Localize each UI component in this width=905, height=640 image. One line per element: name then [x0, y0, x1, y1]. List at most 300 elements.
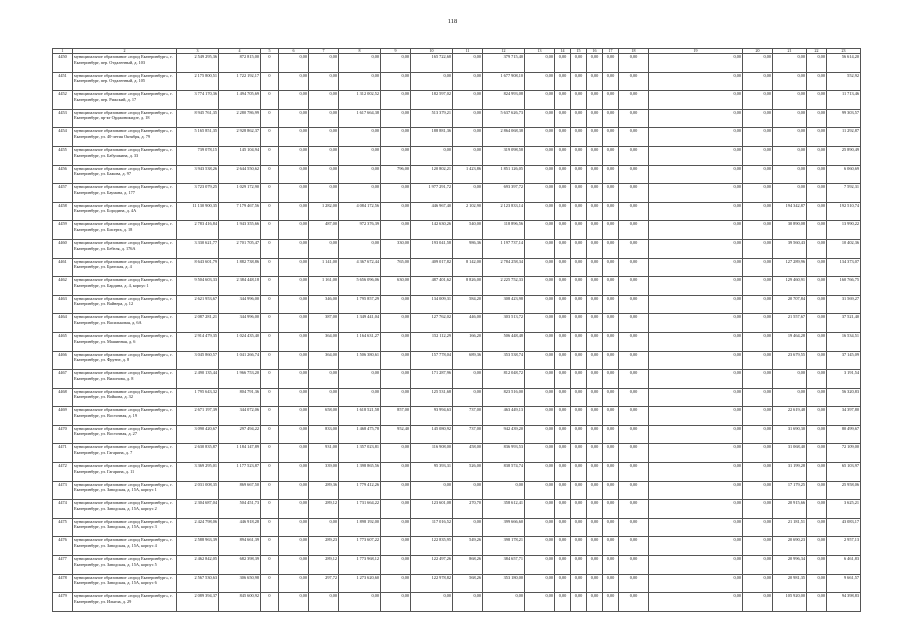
value-cell: 398 178,21: [483, 537, 525, 556]
value-cell: 0,00: [773, 370, 807, 389]
address-cell: муниципальное образование «город Екатеринбург», г. Екатеринбург, ул. Бардина, д. 4, корпус 1: [73, 277, 177, 296]
value-cell: 0,00: [743, 370, 773, 389]
value-cell: 13 990,22: [827, 221, 861, 240]
value-cell: 0,00: [619, 72, 649, 91]
row-number-cell: 4453: [53, 109, 73, 128]
value-cell: 0,00: [743, 351, 773, 370]
value-cell: 0,00: [571, 128, 587, 147]
value-cell: 2 671 197,39: [177, 407, 219, 426]
value-cell: 127 289,96: [773, 258, 807, 277]
address-cell: муниципальное образование «город Екатеринбург», г. Екатеринбург, ул. Войкова, д. 32: [73, 388, 177, 407]
table-row: [53, 593, 861, 612]
column-number-cell: 22: [807, 49, 827, 54]
value-cell: 0,00: [807, 184, 827, 203]
row-number-cell: 4477: [53, 556, 73, 575]
value-cell: 0,00: [603, 109, 619, 128]
value-cell: 0: [261, 537, 279, 556]
value-cell: 0,00: [807, 518, 827, 537]
value-cell: 1 468 475,78: [339, 425, 381, 444]
table-row: [53, 277, 861, 296]
value-cell: 0,00: [279, 556, 309, 575]
value-cell: 122 978,82: [411, 574, 453, 593]
value-cell: 0,00: [603, 295, 619, 314]
value-cell: 0,00: [555, 500, 571, 519]
value-cell: 0,00: [619, 351, 649, 370]
value-cell: 446 918,28: [219, 518, 261, 537]
value-cell: 3 943 538,26: [177, 165, 219, 184]
value-cell: 0,00: [603, 556, 619, 575]
value-cell: 0,00: [603, 593, 619, 612]
value-cell: 56 320,83: [827, 388, 861, 407]
value-cell: 2 588 963,39: [177, 537, 219, 556]
value-cell: 0,00: [381, 444, 411, 463]
row-number-cell: 4475: [53, 518, 73, 537]
table-row: [53, 128, 861, 147]
row-number-cell: 4456: [53, 165, 73, 184]
table-row: [53, 54, 861, 73]
value-cell: 942 439,20: [483, 425, 525, 444]
value-cell: 0,00: [525, 165, 555, 184]
column-number-cell: 20: [743, 49, 773, 54]
value-cell: 0,00: [381, 332, 411, 351]
value-cell: 0,00: [807, 574, 827, 593]
column-number-cell: 7: [309, 49, 339, 54]
value-cell: 0,00: [619, 518, 649, 537]
data-table-container: [52, 48, 860, 612]
value-cell: 31 068,40: [773, 444, 807, 463]
value-cell: 0,00: [619, 128, 649, 147]
value-cell: 0,00: [453, 91, 483, 110]
value-cell: 504 451,73: [219, 500, 261, 519]
value-cell: 0,00: [381, 109, 411, 128]
value-cell: 0,00: [649, 444, 743, 463]
value-cell: 0,00: [381, 388, 411, 407]
value-cell: 0,00: [309, 165, 339, 184]
value-cell: 122 835,95: [411, 537, 453, 556]
value-cell: 0,00: [603, 351, 619, 370]
value-cell: 0,00: [279, 295, 309, 314]
value-cell: 0,00: [555, 72, 571, 91]
value-cell: 0,00: [619, 574, 649, 593]
value-cell: 0,00: [743, 481, 773, 500]
value-cell: 0,00: [743, 388, 773, 407]
value-cell: 2 490 135,44: [177, 370, 219, 389]
value-cell: 0,00: [571, 332, 587, 351]
value-cell: 0,00: [807, 388, 827, 407]
value-cell: 330,00: [381, 239, 411, 258]
table-row: [53, 258, 861, 277]
value-cell: 0,00: [453, 54, 483, 73]
value-cell: 0,00: [807, 109, 827, 128]
value-cell: 0,00: [381, 128, 411, 147]
value-cell: 0,00: [587, 593, 603, 612]
value-cell: 0: [261, 146, 279, 165]
value-cell: 0,00: [649, 518, 743, 537]
value-cell: 872 815,00: [219, 54, 261, 73]
value-cell: 0,00: [279, 109, 309, 128]
value-cell: 0,00: [587, 258, 603, 277]
value-cell: 0,00: [603, 407, 619, 426]
value-cell: 0,00: [555, 202, 571, 221]
value-cell: 0,00: [619, 165, 649, 184]
value-cell: 857,00: [381, 407, 411, 426]
table-row: [53, 407, 861, 426]
value-cell: 0,00: [743, 146, 773, 165]
value-cell: 0,00: [807, 165, 827, 184]
table-row: [53, 574, 861, 593]
data-table: [52, 48, 861, 612]
value-cell: 5 165 851,35: [177, 128, 219, 147]
value-cell: 0,00: [453, 481, 483, 500]
value-cell: 0,00: [807, 593, 827, 612]
value-cell: 0,00: [525, 295, 555, 314]
value-cell: 0,00: [279, 277, 309, 296]
value-cell: 0,00: [571, 221, 587, 240]
value-cell: 0,00: [649, 388, 743, 407]
value-cell: 346,00: [309, 295, 339, 314]
value-cell: 0,00: [587, 537, 603, 556]
value-cell: 289,36: [309, 481, 339, 500]
value-cell: 737,00: [453, 407, 483, 426]
table-row: [53, 351, 861, 370]
value-cell: 0,00: [453, 370, 483, 389]
value-cell: 0,00: [571, 463, 587, 482]
value-cell: 0,00: [619, 295, 649, 314]
value-cell: 0,00: [587, 332, 603, 351]
value-cell: 0,00: [743, 425, 773, 444]
value-cell: 0,00: [571, 444, 587, 463]
value-cell: 812 048,72: [483, 370, 525, 389]
value-cell: 463 449,13: [483, 407, 525, 426]
value-cell: 5 656 096,06: [339, 277, 381, 296]
value-cell: 0,00: [381, 146, 411, 165]
value-cell: 0: [261, 370, 279, 389]
address-cell: муниципальное образование «город Екатеринбург», г. Екатеринбург, ул. Заводская, д. 15А, корпус 4: [73, 537, 177, 556]
value-cell: 1 312 002,52: [339, 91, 381, 110]
value-cell: 0,00: [555, 370, 571, 389]
value-cell: 2 280 786,99: [219, 109, 261, 128]
value-cell: 20 915,66: [773, 500, 807, 519]
table-row: [53, 463, 861, 482]
value-cell: 80 499,67: [827, 425, 861, 444]
value-cell: 0,00: [807, 239, 827, 258]
value-cell: 0,00: [309, 239, 339, 258]
value-cell: 0,00: [743, 165, 773, 184]
value-cell: 0,00: [649, 425, 743, 444]
value-cell: 0,00: [381, 184, 411, 203]
value-cell: 0: [261, 128, 279, 147]
value-cell: 0: [261, 202, 279, 221]
value-cell: 0: [261, 388, 279, 407]
table-row: [53, 184, 861, 203]
value-cell: 0: [261, 165, 279, 184]
value-cell: 0,00: [603, 332, 619, 351]
value-cell: 1 184 147,89: [219, 444, 261, 463]
value-cell: 43 083,17: [827, 518, 861, 537]
value-cell: 1 282,00: [309, 202, 339, 221]
value-cell: 0,00: [807, 128, 827, 147]
value-cell: 1 722 192,17: [219, 72, 261, 91]
value-cell: 127 762,02: [411, 314, 453, 333]
value-cell: 3 090 420,67: [177, 425, 219, 444]
address-cell: муниципальное образование «город Екатеринбург», г. Екатеринбург, ул. Ильича, д. 29: [73, 593, 177, 612]
value-cell: 0,00: [743, 277, 773, 296]
value-cell: 0: [261, 72, 279, 91]
value-cell: 0,00: [807, 351, 827, 370]
value-cell: 0,00: [453, 184, 483, 203]
value-cell: 1 041 266,74: [219, 351, 261, 370]
value-cell: 0,00: [603, 463, 619, 482]
value-cell: 0,00: [649, 91, 743, 110]
value-cell: 0,00: [743, 91, 773, 110]
value-cell: 0,00: [525, 202, 555, 221]
value-cell: 0: [261, 295, 279, 314]
value-cell: 0,00: [619, 388, 649, 407]
value-cell: 188 881,36: [411, 128, 453, 147]
value-cell: 0,00: [555, 593, 571, 612]
value-cell: 0: [261, 463, 279, 482]
value-cell: 0,00: [571, 277, 587, 296]
value-cell: 0,00: [743, 109, 773, 128]
value-cell: 0,00: [555, 109, 571, 128]
address-cell: муниципальное образование «город Екатеринбург», г. Екатеринбург, ул. Заводская, д. 15А, корпус 3: [73, 518, 177, 537]
value-cell: 20 690,23: [773, 537, 807, 556]
column-number-cell: 6: [279, 49, 309, 54]
value-cell: 0,00: [649, 500, 743, 519]
value-cell: 0,00: [571, 370, 587, 389]
value-cell: 689,36: [453, 351, 483, 370]
value-cell: 0,00: [571, 388, 587, 407]
value-cell: 0,00: [571, 202, 587, 221]
value-cell: 152 112,29: [411, 332, 453, 351]
value-cell: 0,00: [649, 146, 743, 165]
value-cell: 116 908,00: [411, 444, 453, 463]
value-cell: 824 993,08: [483, 91, 525, 110]
row-number-cell: 4469: [53, 407, 73, 426]
value-cell: 446,00: [453, 314, 483, 333]
value-cell: 1 423,86: [453, 165, 483, 184]
value-cell: 122 497,26: [411, 556, 453, 575]
value-cell: 0,00: [619, 314, 649, 333]
value-cell: 142 630,26: [411, 221, 453, 240]
value-cell: 0,00: [555, 481, 571, 500]
value-cell: 0,00: [279, 72, 309, 91]
value-cell: 0: [261, 277, 279, 296]
value-cell: 0,00: [525, 518, 555, 537]
row-number-cell: 4467: [53, 370, 73, 389]
value-cell: 0,00: [279, 239, 309, 258]
value-cell: 0,00: [381, 72, 411, 91]
value-cell: 0,00: [453, 518, 483, 537]
value-cell: 145 080,92: [411, 425, 453, 444]
value-cell: 120 802,21: [411, 165, 453, 184]
value-cell: 353 180,00: [483, 574, 525, 593]
row-number-cell: 4468: [53, 388, 73, 407]
value-cell: 0: [261, 221, 279, 240]
table-row: [53, 500, 861, 519]
value-cell: 0,00: [555, 91, 571, 110]
table-row: [53, 221, 861, 240]
value-cell: 0,00: [279, 444, 309, 463]
value-cell: 0,00: [649, 537, 743, 556]
address-cell: муниципальное образование «город Екатеринбург», г. Екатеринбург, ул. Восточная, д. 27: [73, 425, 177, 444]
value-cell: 0,00: [381, 500, 411, 519]
value-cell: 0,00: [619, 370, 649, 389]
value-cell: 0,00: [279, 500, 309, 519]
value-cell: 0,00: [339, 165, 381, 184]
value-cell: 0,00: [381, 537, 411, 556]
value-cell: 0,00: [807, 425, 827, 444]
value-cell: 0,00: [807, 258, 827, 277]
value-cell: 8 945 761,35: [177, 109, 219, 128]
value-cell: 0,00: [453, 128, 483, 147]
value-cell: 125 531,68: [411, 388, 453, 407]
value-cell: 1 141,00: [309, 258, 339, 277]
value-cell: 0,00: [279, 351, 309, 370]
value-cell: 0,00: [603, 128, 619, 147]
row-number-cell: 4459: [53, 221, 73, 240]
value-cell: 11 713,46: [827, 91, 861, 110]
value-cell: 270,70: [453, 500, 483, 519]
value-cell: 1 161,00: [309, 277, 339, 296]
column-number-cell: 21: [773, 49, 807, 54]
value-cell: 0,00: [619, 239, 649, 258]
value-cell: 0,00: [649, 202, 743, 221]
value-cell: 0,00: [587, 556, 603, 575]
value-cell: 409 017,82: [411, 258, 453, 277]
value-cell: 319 098,58: [483, 146, 525, 165]
value-cell: 0,00: [743, 574, 773, 593]
value-cell: 0,00: [619, 444, 649, 463]
value-cell: 804 791,36: [219, 388, 261, 407]
value-cell: 487,00: [309, 221, 339, 240]
value-cell: 0,00: [649, 351, 743, 370]
column-number-cell: 16: [587, 49, 603, 54]
value-cell: 4 367 672,44: [339, 258, 381, 277]
value-cell: 0,00: [309, 109, 339, 128]
value-cell: 549,26: [453, 537, 483, 556]
value-cell: 0,00: [587, 202, 603, 221]
value-cell: 0: [261, 593, 279, 612]
value-cell: 0,00: [525, 593, 555, 612]
value-cell: 0,00: [339, 72, 381, 91]
value-cell: 0,00: [279, 463, 309, 482]
value-cell: 0,00: [619, 463, 649, 482]
value-cell: 65 103,97: [827, 463, 861, 482]
value-cell: 0,00: [483, 481, 525, 500]
value-cell: 0,00: [381, 91, 411, 110]
table-row: [53, 370, 861, 389]
column-number-cell: 14: [555, 49, 571, 54]
value-cell: 0,00: [619, 109, 649, 128]
value-cell: 0,00: [525, 258, 555, 277]
value-cell: 0,00: [555, 258, 571, 277]
value-cell: 1 977 291,72: [411, 184, 453, 203]
value-cell: 3 774 170,36: [177, 91, 219, 110]
value-cell: 0,00: [619, 258, 649, 277]
value-cell: 0,00: [525, 500, 555, 519]
value-cell: 0,00: [279, 314, 309, 333]
value-cell: 0: [261, 314, 279, 333]
value-cell: 3 191,54: [827, 370, 861, 389]
value-cell: 0,00: [603, 518, 619, 537]
row-number-cell: 4471: [53, 444, 73, 463]
value-cell: 166,20: [453, 332, 483, 351]
value-cell: 0,00: [279, 221, 309, 240]
value-cell: 836 993,53: [483, 444, 525, 463]
value-cell: 0,00: [279, 593, 309, 612]
value-cell: 0,00: [381, 295, 411, 314]
value-cell: 0,00: [587, 277, 603, 296]
column-number-cell: 2: [73, 49, 177, 54]
value-cell: 2 783 416,84: [177, 221, 219, 240]
value-cell: 0,00: [411, 593, 453, 612]
value-cell: 297 494,22: [219, 425, 261, 444]
value-cell: 8 826,00: [453, 277, 483, 296]
value-cell: 0,00: [649, 128, 743, 147]
value-cell: 0: [261, 258, 279, 277]
row-number-cell: 4472: [53, 463, 73, 482]
value-cell: 1 898 192,00: [339, 518, 381, 537]
address-cell: муниципальное образование «город Екатеринбург», г. Екатеринбург, пер. Рижский, д. 17: [73, 91, 177, 110]
value-cell: 584,20: [453, 295, 483, 314]
value-cell: 0,00: [603, 91, 619, 110]
value-cell: 339,00: [309, 463, 339, 482]
value-cell: 0,00: [773, 165, 807, 184]
value-cell: 0,00: [279, 407, 309, 426]
value-cell: 1 966 753,20: [219, 370, 261, 389]
value-cell: 20 996,34: [773, 556, 807, 575]
value-cell: 0,00: [381, 314, 411, 333]
value-cell: 0,00: [619, 481, 649, 500]
value-cell: 0,00: [555, 574, 571, 593]
value-cell: 0,00: [525, 351, 555, 370]
table-row: [53, 202, 861, 221]
row-number-cell: 4454: [53, 128, 73, 147]
value-cell: 2 549 295,36: [177, 54, 219, 73]
value-cell: 31 569,27: [827, 295, 861, 314]
value-cell: 1 398 865,56: [339, 463, 381, 482]
value-cell: 0,00: [603, 444, 619, 463]
value-cell: 0,00: [381, 518, 411, 537]
value-cell: 358 612,41: [483, 500, 525, 519]
value-cell: 3 625,21: [827, 500, 861, 519]
value-cell: 2 031 008,35: [177, 481, 219, 500]
value-cell: 0,00: [279, 165, 309, 184]
value-cell: 384 657,71: [483, 556, 525, 575]
value-cell: 2 644 550,62: [219, 165, 261, 184]
column-number-cell: 8: [339, 49, 381, 54]
value-cell: 0,00: [807, 500, 827, 519]
value-cell: 0,00: [587, 165, 603, 184]
value-cell: 0,00: [619, 54, 649, 73]
value-cell: 0,00: [649, 574, 743, 593]
column-number-cell: 12: [483, 49, 525, 54]
value-cell: 2 928 862,37: [219, 128, 261, 147]
value-cell: 0,00: [649, 165, 743, 184]
value-cell: 0: [261, 425, 279, 444]
value-cell: 0,00: [309, 388, 339, 407]
value-cell: 6 461,83: [827, 556, 861, 575]
value-cell: 0,00: [619, 537, 649, 556]
row-number-cell: 4460: [53, 239, 73, 258]
value-cell: 39 560,43: [773, 239, 807, 258]
value-cell: 1 357 023,81: [339, 444, 381, 463]
table-row: [53, 239, 861, 258]
value-cell: 0: [261, 444, 279, 463]
value-cell: 0,00: [279, 481, 309, 500]
value-cell: 0,00: [743, 314, 773, 333]
